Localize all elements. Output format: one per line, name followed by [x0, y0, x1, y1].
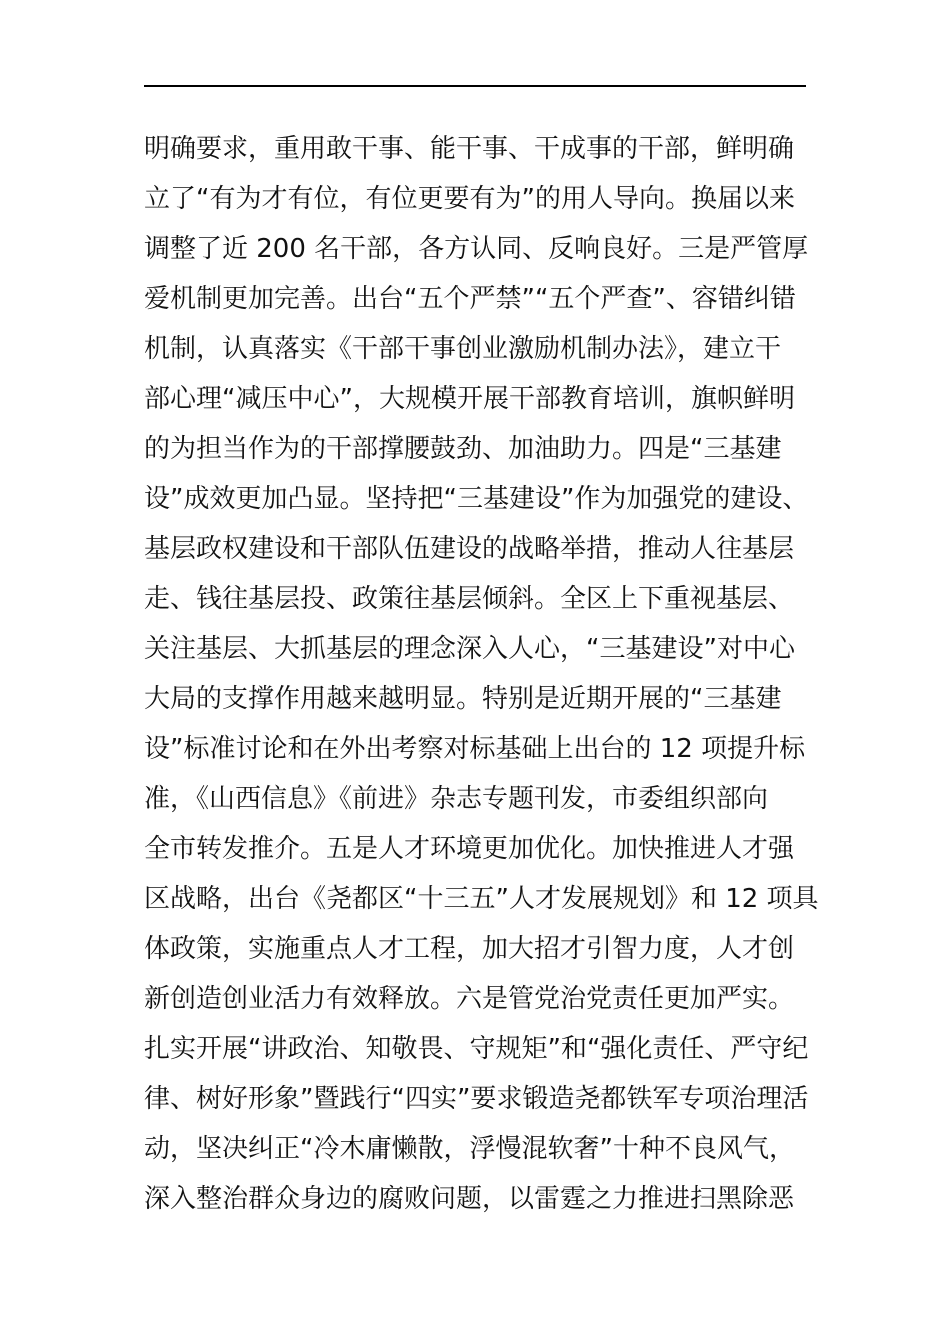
- text-line: 新创造创业活力有效释放。六是管党治党责任更加严实。: [144, 984, 795, 1014]
- text-line: 的为担当作为的干部撑腰鼓劲、加油助力。四是“三基建: [144, 434, 782, 464]
- text-line: 部心理“减压中心”，大规模开展干部教育培训，旗帜鲜明: [144, 384, 795, 414]
- body-paragraph: [144, 124, 824, 1224]
- text-line: 明确要求，重用敢干事、能干事、干成事的干部，鲜明确: [144, 134, 795, 164]
- text-line: 爱机制更加完善。出台“五个严禁”“五个严查”、容错纠错: [144, 284, 796, 314]
- text-line: 机制，认真落实《干部干事创业激励机制办法》，建立干: [144, 334, 782, 364]
- text-line: 律、树好形象”暨践行“四实”要求锻造尧都铁军专项治理活: [144, 1084, 809, 1114]
- text-line: 关注基层、大抓基层的理念深入人心，“三基建设”对中心: [144, 634, 795, 664]
- text-line: 体政策，实施重点人才工程，加大招才引智力度，人才创: [144, 934, 795, 964]
- text-line: 调整了近 200 名干部，各方认同、反响良好。三是严管厚: [144, 234, 809, 264]
- text-line: 立了“有为才有位，有位更要有为”的用人导向。换届以来: [144, 184, 795, 214]
- text-line: 设”成效更加凸显。坚持把“三基建设”作为加强党的建设、: [144, 484, 809, 514]
- text-line: 扎实开展“讲政治、知敬畏、守规矩”和“强化责任、严守纪: [144, 1034, 809, 1064]
- text-line: 大局的支撑作用越来越明显。特别是近期开展的“三基建: [144, 684, 782, 714]
- text-line: 走、钱往基层投、政策往基层倾斜。全区上下重视基层、: [144, 584, 795, 614]
- text-line: 全市转发推介。五是人才环境更加优化。加快推进人才强: [144, 834, 795, 864]
- header-rule: [144, 85, 806, 87]
- text-line: 设”标准讨论和在外出考察对标基础上出台的 12 项提升标: [144, 734, 806, 764]
- text-line: 动，坚决纠正“冷木庸懒散，浮慢混软奢”十种不良风气，: [144, 1134, 795, 1164]
- text-line: 深入整治群众身边的腐败问题，以雷霆之力推进扫黑除恶: [144, 1184, 795, 1214]
- text-line: 基层政权建设和干部队伍建设的战略举措，推动人往基层: [144, 534, 795, 564]
- text-line: 区战略，出台《尧都区“十三五”人才发展规划》和 12 项具: [144, 884, 819, 914]
- text-line: 准，《山西信息》《前进》杂志专题刊发，市委组织部向: [144, 784, 769, 814]
